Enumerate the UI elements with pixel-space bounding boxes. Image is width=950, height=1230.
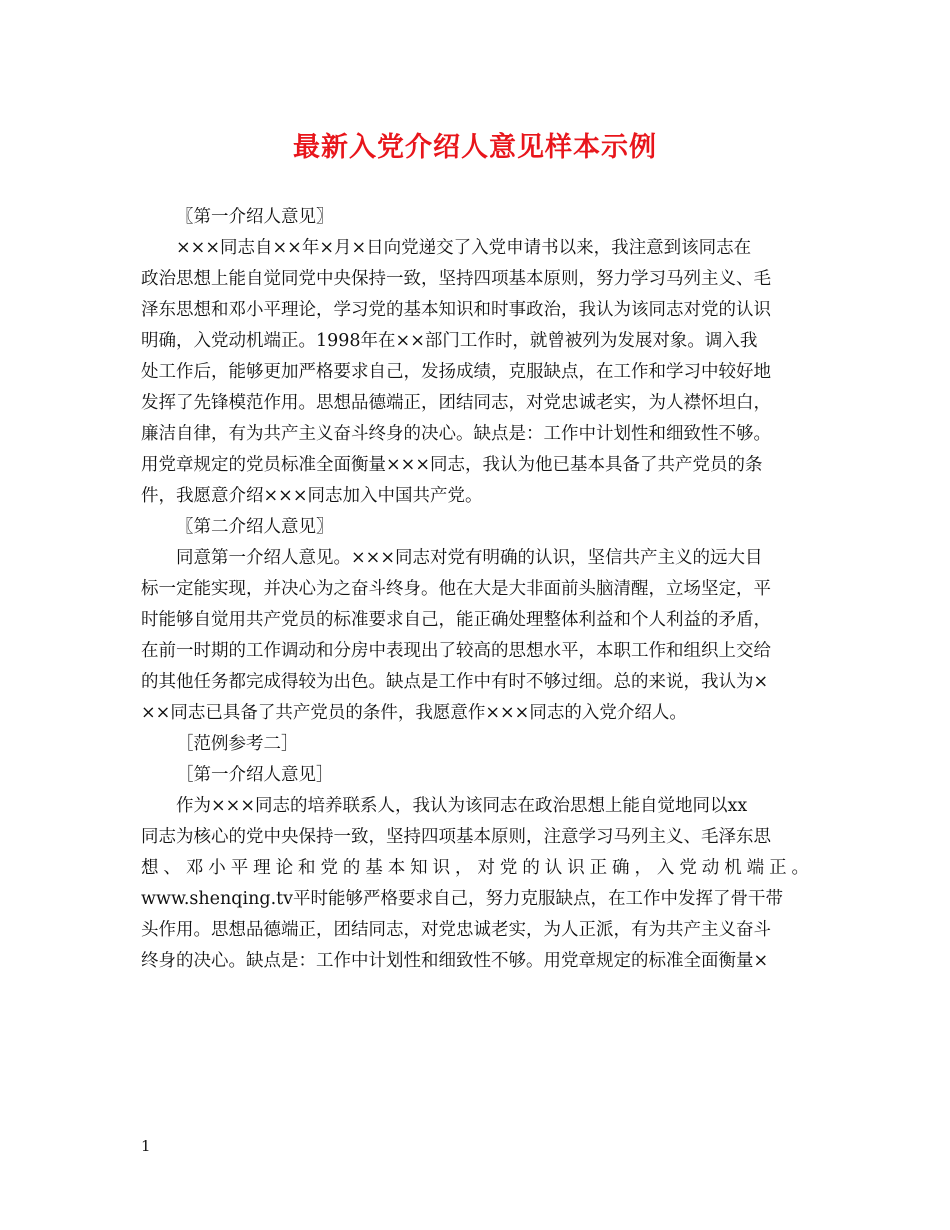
paragraph-line: 件，我愿意介绍×××同志加入中国共产党。 [141, 486, 483, 506]
paragraph-line: 在前一时期的工作调动和分房中表现出了较高的思想水平，本职工作和组织上交给 [141, 641, 771, 661]
paragraph-line: 终身的决心。缺点是：工作中计划性和细致性不够。用党章规定的标准全面衡量× [141, 951, 769, 971]
paragraph-line: 同意第一介绍人意见。×××同志对党有明确的认识，坚信共产主义的远大目 [176, 548, 763, 568]
paragraph-line: 时能够自觉用共产党员的标准要求自己，能正确处理整体利益和个人利益的矛盾， [141, 610, 771, 630]
paragraph-line: www.shenqing.tv平时能够严格要求自己，努力克服缺点，在工作中发挥了骨干带 [141, 889, 784, 909]
section-heading: 〖第一介绍人意见〗 [176, 207, 334, 227]
paragraph-line: ××同志已具备了共产党员的条件，我愿意作×××同志的入党介绍人。 [141, 703, 687, 723]
paragraph-line: 作为×××同志的培养联系人，我认为该同志在政治思想上能自觉地同以xx [176, 796, 748, 816]
paragraph-line: 标一定能实现，并决心为之奋斗终身。他在大是大非面前头脑清醒，立场坚定，平 [141, 579, 771, 599]
paragraph-line: 头作用。思想品德端正，团结同志，对党忠诚老实，为人正派，有为共产主义奋斗 [141, 920, 771, 940]
paragraph-line: ×××同志自××年×月×日向党递交了入党申请书以来，我注意到该同志在 [176, 238, 752, 258]
section-heading: ［范例参考二］ [176, 734, 299, 754]
document-body [141, 202, 809, 977]
paragraph-line: 政治思想上能自觉同党中央保持一致，坚持四项基本原则，努力学习马列主义、毛 [141, 269, 771, 289]
paragraph-line: 发挥了先锋模范作用。思想品德端正，团结同志，对党忠诚老实，为人襟怀坦白， [141, 393, 771, 413]
paragraph-line: 用党章规定的党员标准全面衡量×××同志，我认为他已基本具备了共产党员的条 [141, 455, 763, 475]
paragraph-line: 同志为核心的党中央保持一致，坚持四项基本原则，注意学习马列主义、毛泽东思 [141, 827, 771, 847]
section-heading: 〖第二介绍人意见〗 [176, 517, 334, 537]
section-heading: ［第一介绍人意见］ [176, 765, 334, 785]
paragraph-line: 想、邓小平理论和党的基本知识，对党的认识正确，入党动机端正。 [141, 858, 809, 878]
paragraph-line: 的其他任务都完成得较为出色。缺点是工作中有时不够过细。总的来说，我认为× [141, 672, 769, 692]
paragraph-line: 明确，入党动机端正。1998年在××部门工作时，就曾被列为发展对象。调入我 [141, 331, 758, 351]
paragraph-line: 廉洁自律，有为共产主义奋斗终身的决心。缺点是：工作中计划性和细致性不够。 [141, 424, 771, 444]
paragraph-line: 泽东思想和邓小平理论，学习党的基本知识和时事政治，我认为该同志对党的认识 [141, 300, 771, 320]
page-number: 1 [141, 1137, 151, 1155]
paragraph-line: 处工作后，能够更加严格要求自己，发扬成绩，克服缺点，在工作和学习中较好地 [141, 362, 771, 382]
document-title: 最新入党介绍人意见样本示例 [293, 132, 657, 163]
